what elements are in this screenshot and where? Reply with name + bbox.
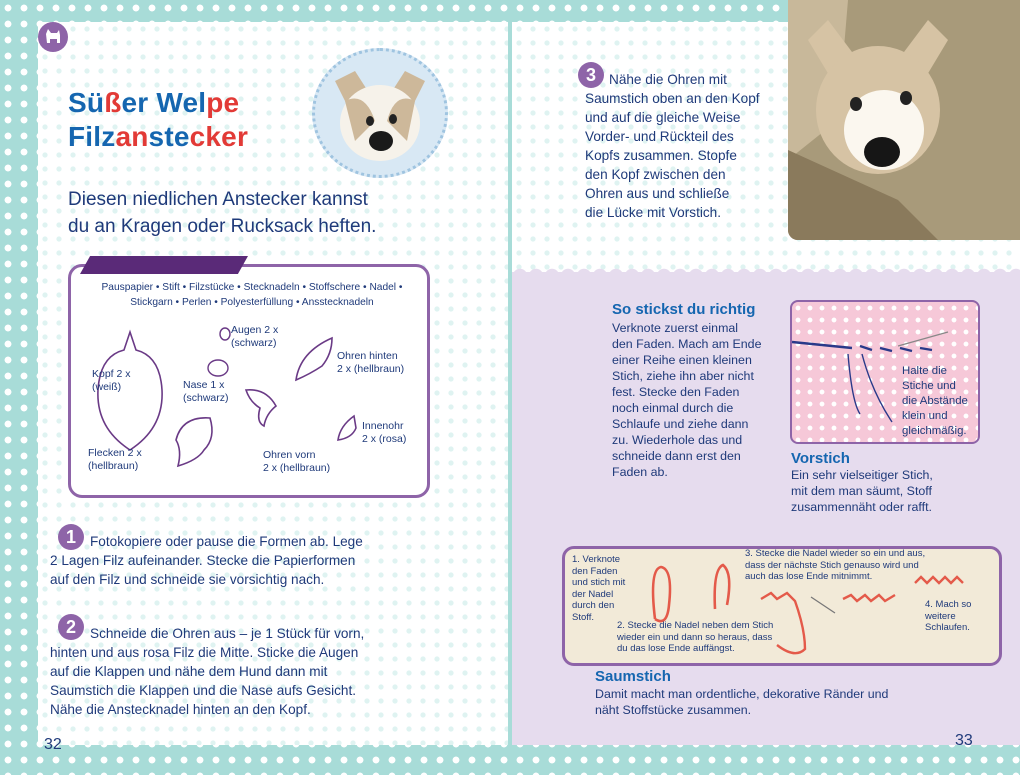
back-ear-shape (296, 338, 332, 380)
page-number-left: 32 (44, 736, 62, 753)
inner-ear-shape (338, 416, 356, 440)
nose-shape (208, 360, 228, 376)
howto-text: Verknote zuerst einmal den Faden. Mach am Ende einer Reihe einen kleinen Stich, ziehe ihn aber nicht fest. Stecke den Faden noch einmal durch die Schlaufe und ziehe dann zu. Wiederhole das und schneide dann erst den Faden ab. (612, 321, 762, 479)
step-3-number: 3 (578, 62, 604, 88)
spot-shape (176, 418, 212, 466)
front-ear-shape (246, 390, 276, 426)
label-inner-ear: Innenohr 2 x (rosa) (362, 420, 407, 445)
step-1-text: Fotokopiere oder pause die Formen ab. Lege 2 Lagen Filz aufeinander. Stecke die Papierformen auf den Filz und schneide sie vorsichtig nach. (50, 534, 363, 587)
saum-step-4: 4. Mach so weitere Schlaufen. (925, 599, 972, 633)
label-spots: Flecken 2 x (hellbraun) (88, 447, 142, 472)
saum-step-2: 2. Stecke die Nadel neben dem Stich wieder ein und dann so heraus, dass du das lose Ende auffängst. (617, 620, 774, 654)
dog-icon (38, 22, 68, 52)
label-head: Kopf 2 x (weiß) (92, 368, 131, 393)
collar-photo (788, 0, 1020, 240)
brooch-photo (312, 48, 448, 178)
label-nose: Nase 1 x (schwarz) (183, 379, 229, 404)
vorstich-text: Ein sehr vielseitiger Stich, mit dem man säumt, Stoff zusammennäht oder rafft. (791, 468, 933, 514)
saum-step-3: 3. Stecke die Nadel wieder so ein und aus, dass der nächste Stich genauso wird und auch das lose Ende mitnimmt. (745, 548, 926, 582)
label-back-ears: Ohren hinten 2 x (hellbraun) (337, 350, 405, 375)
page-title (68, 86, 248, 154)
title-line-2: Filzanstecker (68, 121, 249, 152)
fabric-note: Halte die Stiche und die Abstände klein und gleichmäßig. (902, 365, 968, 437)
vorstich-title: Vorstich (791, 450, 850, 467)
label-front-ears: Ohren vorn 2 x (hellbraun) (263, 449, 331, 474)
eye-shape (220, 328, 230, 340)
materials-list: Pauspapier • Stift • Filzstücke • Stecknadeln • Stoffschere • Nadel • Stickgarn • Perlen • Polyesterfüllung • Ansstecknadeln (101, 282, 403, 308)
label-eyes: Augen 2 x (schwarz) (231, 324, 279, 349)
saumstich-text: Damit macht man ordentliche, dekorative Ränder und näht Stoffstücke zusammen. (595, 687, 889, 717)
materials-band (80, 256, 248, 274)
intro-text: Diesen niedlichen Anstecker kannst du an Kragen oder Rucksack heften. (68, 189, 377, 237)
howto-title: So stickst du richtig (612, 301, 756, 318)
step-2-text: Schneide die Ohren aus – je 1 Stück für vorn, hinten und aus rosa Filz die Mitte. Sticke die Augen auf die Klappen und nähe dem Hund dann mit Saumstich die Klappen und die Nase aufs Gesicht. Nähe die Anstecknadel hinten an den Kopf. (50, 626, 365, 717)
step-2-number: 2 (58, 614, 84, 640)
saumstich-title: Saumstich (595, 668, 671, 685)
step-3-text: Nähe die Ohren mit Saumstich oben an den Kopf und auf die gleiche Weise Vorder- und Rückteil des Kopfs zusammen. Stopfe den Kopf zwischen den Ohren aus und schließe die Lücke mit Vorstich. (585, 72, 760, 220)
saum-step-1: 1. Verknote den Faden und stich mit der Nadel durch den Stoff. (572, 554, 626, 623)
title-line-1: Süßer Welpe (68, 87, 240, 118)
page-number-right: 33 (955, 732, 973, 749)
step-1-number: 1 (58, 524, 84, 550)
